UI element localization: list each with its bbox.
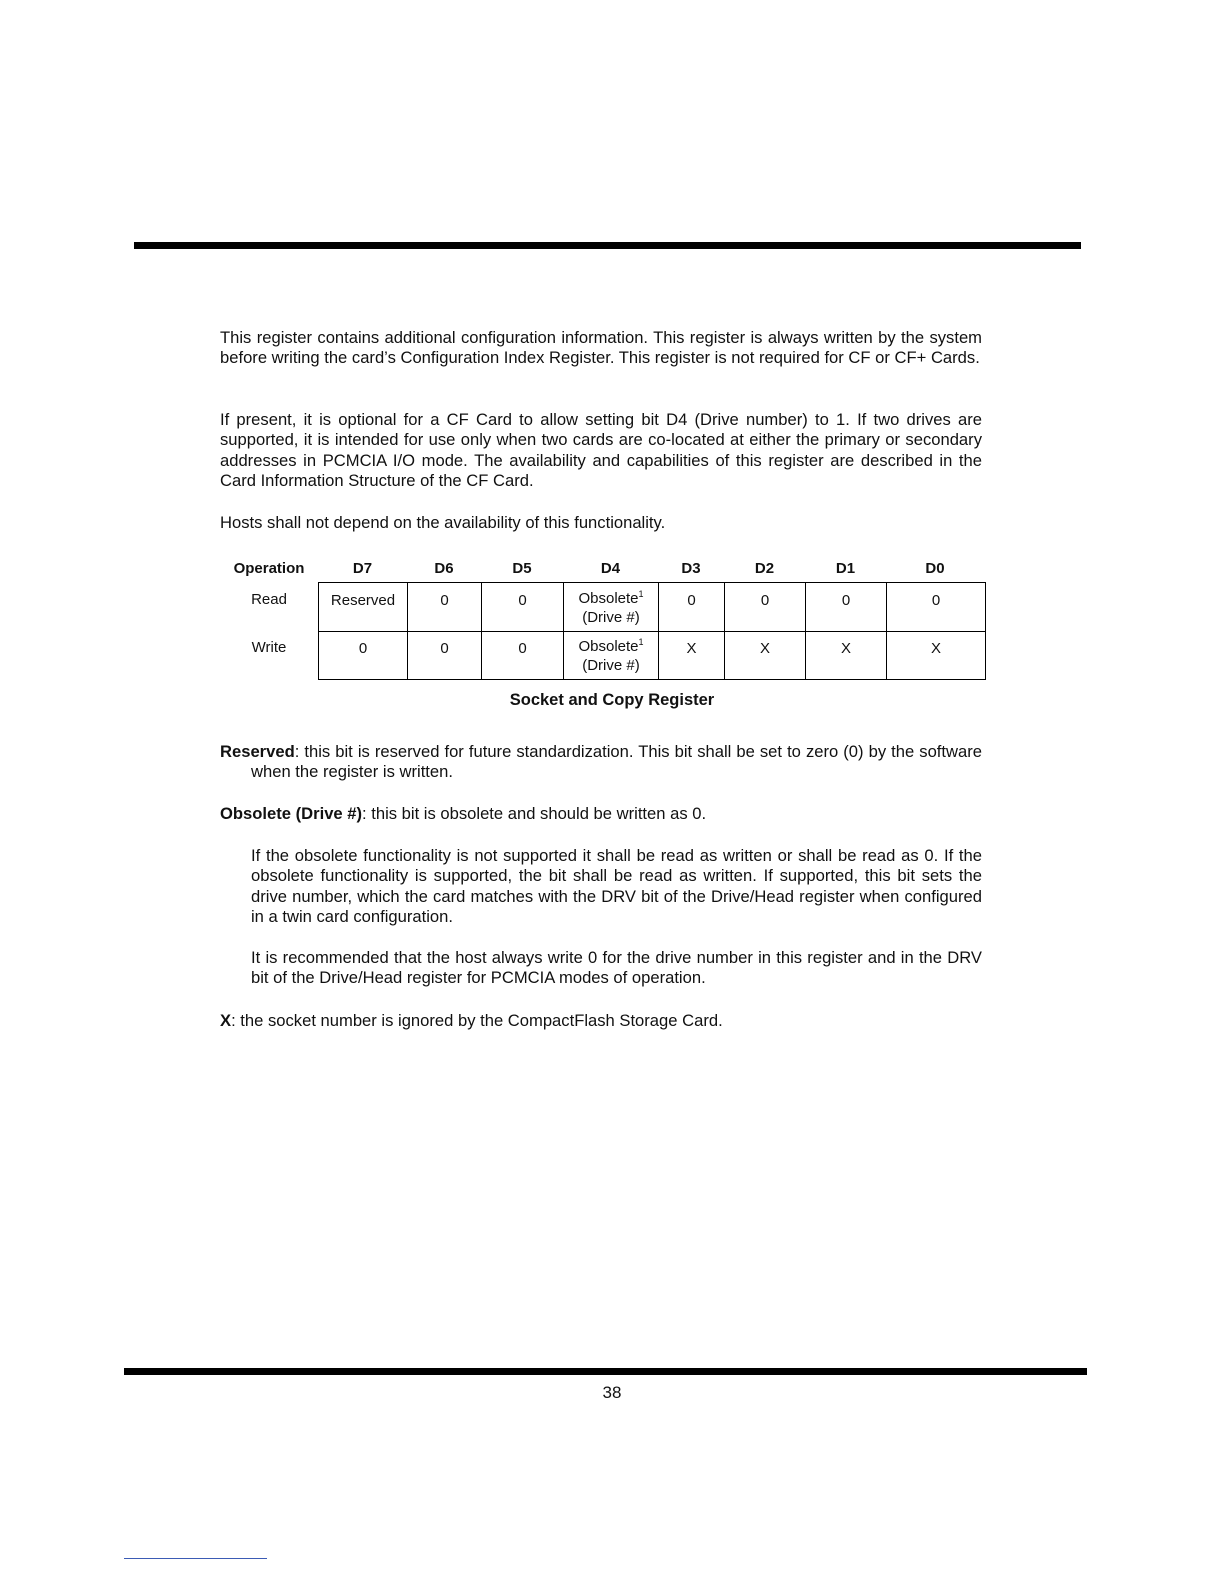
cell-write-d7: 0 bbox=[358, 640, 368, 657]
footnote-marker: 1 bbox=[638, 589, 644, 599]
cell-read-d4-label: Obsolete bbox=[578, 590, 639, 607]
cell-write-d4-sublabel: (Drive #) bbox=[582, 657, 640, 674]
cell-read-d1: 0 bbox=[841, 592, 851, 609]
page-number: 38 bbox=[602, 1383, 622, 1402]
paragraph-drive-support: If present, it is optional for a CF Card to allow setting bit D4 (Drive number) to 1. If two drives are supported, it is intended for use only when two cards are co-located at either the primary or secondary addresses in PCMCIA I/O mode. The availability and capabilities of this register are described in the Card Information Structure of the CF Card. bbox=[220, 410, 982, 490]
obsolete-recommendation-paragraph: It is recommended that the host always write 0 for the drive number in this register and in the DRV bit of the Drive/Head register for PCMCIA modes of operation. bbox=[251, 948, 982, 988]
cell-write-d4-label: Obsolete bbox=[578, 638, 639, 655]
obsolete-detail-paragraph: If the obsolete functionality is not supported it shall be read as written or shall be read as 0. If the obsolete functionality is supported, the bit shall be read as written. If supported, this bit sets the drive number, which the card matches with the DRV bit of the Drive/Head register when configured in a twin card configuration. bbox=[251, 846, 982, 926]
cell-write-d6: 0 bbox=[440, 640, 449, 657]
row-label-read: Read bbox=[251, 591, 287, 608]
table-caption: Socket and Copy Register bbox=[509, 691, 715, 709]
grid-row-divider bbox=[319, 631, 985, 632]
cell-read-d7: Reserved bbox=[330, 592, 396, 609]
cell-write-d5: 0 bbox=[518, 640, 527, 657]
header-d3: D3 bbox=[681, 560, 701, 577]
definition-term: Obsolete (Drive #) bbox=[220, 804, 363, 823]
footnote-separator bbox=[124, 1558, 267, 1559]
definition-obsolete bbox=[220, 804, 982, 824]
cell-read-d0: 0 bbox=[931, 592, 941, 609]
header-d6: D6 bbox=[434, 560, 454, 577]
row-label-write: Write bbox=[251, 639, 287, 656]
header-d4: D4 bbox=[600, 560, 621, 577]
paragraph-hosts: Hosts shall not depend on the availability of this functionality. bbox=[220, 513, 666, 532]
header-d0: D0 bbox=[925, 560, 945, 577]
cell-write-d4 bbox=[564, 637, 658, 675]
footnote-marker: 1 bbox=[638, 637, 644, 647]
register-grid bbox=[318, 582, 986, 680]
definition-x bbox=[220, 1011, 982, 1031]
cell-read-d5: 0 bbox=[518, 592, 527, 609]
cell-read-d4 bbox=[564, 589, 658, 627]
header-operation: Operation bbox=[233, 560, 305, 577]
definition-term: X bbox=[220, 1011, 232, 1030]
footer-rule bbox=[124, 1368, 1087, 1375]
cell-write-d1: X bbox=[840, 640, 851, 657]
cell-read-d3: 0 bbox=[687, 592, 696, 609]
header-d2: D2 bbox=[754, 560, 775, 577]
definition-reserved bbox=[220, 742, 982, 783]
grid-bottom-rule bbox=[319, 679, 985, 680]
header-d7: D7 bbox=[352, 560, 373, 577]
cell-write-d0: X bbox=[930, 640, 941, 657]
definition-text: : this bit is obsolete and should be written as 0. bbox=[362, 804, 707, 823]
definition-term: Reserved bbox=[220, 742, 295, 761]
cell-read-d6: 0 bbox=[440, 592, 449, 609]
header-d1: D1 bbox=[835, 560, 856, 577]
cell-read-d2: 0 bbox=[760, 592, 770, 609]
cell-write-d3: X bbox=[686, 640, 697, 657]
definition-text: : this bit is reserved for future standardization. This bit shall be set to zero (0) by the software when the register is written. bbox=[251, 742, 982, 782]
header-rule bbox=[134, 242, 1081, 249]
cell-write-d2: X bbox=[759, 640, 770, 657]
header-d5: D5 bbox=[512, 560, 532, 577]
paragraph-intro: This register contains additional configuration information. This register is always written by the system before writing the card’s Configuration Index Register. This register is not required for CF or CF+ Cards. bbox=[220, 328, 982, 368]
cell-read-d4-sublabel: (Drive #) bbox=[582, 609, 640, 626]
definition-text: : the socket number is ignored by the CompactFlash Storage Card. bbox=[231, 1011, 723, 1030]
